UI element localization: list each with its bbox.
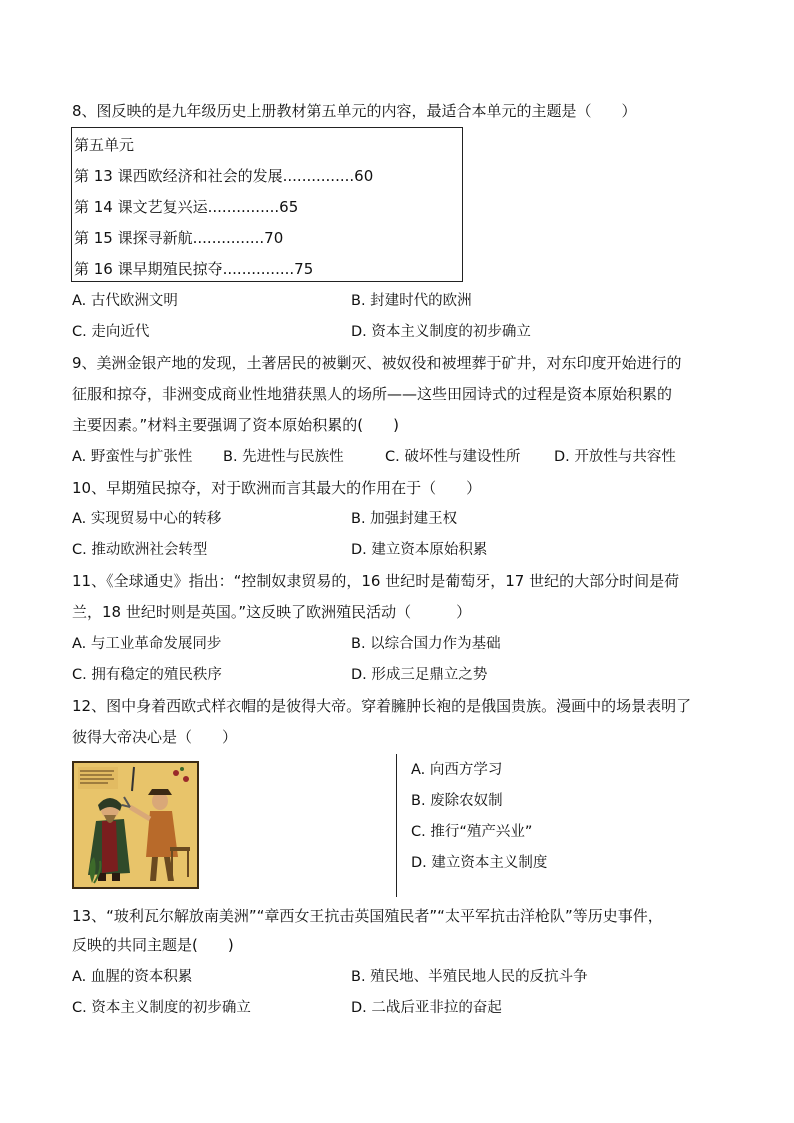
q13-stem-line-1: 13、“玻利瓦尔解放南美洲”“章西女王抗击英国殖民者”“太平军抗击洋枪队”等历史事件，	[72, 907, 663, 925]
q9-option-c: C. 破坏性与建设性所	[385, 449, 521, 465]
q8-stem: 8、图反映的是九年级历史上册教材第五单元的内容，最适合本单元的主题是（ ）	[72, 102, 637, 120]
q12-option-a: A. 向西方学习	[411, 762, 503, 778]
q8-option-a: A. 古代欧洲文明	[72, 293, 178, 309]
vertical-divider	[396, 754, 397, 897]
q13-option-b: B. 殖民地、半殖民地人民的反抗斗争	[351, 969, 588, 985]
q8-option-b: B. 封建时代的欧洲	[351, 293, 472, 309]
q10-option-a: A. 实现贸易中心的转移	[72, 511, 222, 527]
q13-option-a: A. 血腥的资本积累	[72, 969, 193, 985]
q10-option-c: C. 推动欧洲社会转型	[72, 542, 208, 558]
q12-option-c: C. 推行“殖产兴业”	[411, 824, 533, 840]
toc-lesson-14: 第 14 课文艺复兴运...............65	[74, 198, 299, 216]
q10-stem: 10、早期殖民掠夺，对于欧洲而言其最大的作用在于（ ）	[72, 479, 482, 497]
q11-stem-line-2: 兰，18 世纪时则是英国。”这反映了欧洲殖民活动（ ）	[72, 603, 472, 621]
q9-stem-line-3: 主要因素。”材料主要强调了资本原始积累的( )	[72, 416, 399, 434]
toc-lesson-16: 第 16 课早期殖民掠夺...............75	[74, 260, 314, 278]
q13-stem-line-2: 反映的共同主题是( )	[72, 936, 234, 954]
q9-option-b: B. 先进性与民族性	[223, 449, 344, 465]
toc-unit-title: 第五单元	[74, 136, 135, 154]
q9-stem-line-2: 征服和掠夺，非洲变成商业性地猎获黑人的场所——这些田园诗式的过程是资本原始积累的	[72, 385, 673, 403]
q9-option-d: D. 开放性与共容性	[554, 449, 676, 465]
q13-option-c: C. 资本主义制度的初步确立	[72, 1000, 251, 1016]
q11-option-b: B. 以综合国力作为基础	[351, 636, 501, 652]
q8-option-d: D. 资本主义制度的初步确立	[351, 324, 531, 340]
q10-option-d: D. 建立资本原始积累	[351, 542, 488, 558]
q8-option-c: C. 走向近代	[72, 324, 150, 340]
q9-stem-line-1: 9、美洲金银产地的发现，土著居民的被剿灭、被奴役和被埋葬于矿井，对东印度开始进行的	[72, 354, 682, 372]
q8-toc-box	[71, 127, 463, 282]
q13-option-d: D. 二战后亚非拉的奋起	[351, 1000, 502, 1016]
q12-stem-line-1: 12、图中身着西欧式样衣帽的是彼得大帝。穿着臃肿长袍的是俄国贵族。漫画中的场景表明了	[72, 697, 692, 715]
q9-option-a: A. 野蛮性与扩张性	[72, 449, 193, 465]
q12-option-d: D. 建立资本主义制度	[411, 855, 548, 871]
q11-option-a: A. 与工业革命发展同步	[72, 636, 222, 652]
q11-option-d: D. 形成三足鼎立之势	[351, 667, 488, 683]
peter-the-great-cartoon-image	[72, 761, 199, 889]
toc-lesson-13: 第 13 课西欧经济和社会的发展...............60	[74, 167, 374, 185]
q11-option-c: C. 拥有稳定的殖民秩序	[72, 667, 222, 683]
q10-option-b: B. 加强封建王权	[351, 511, 458, 527]
q11-stem-line-1: 11、《全球通史》指出：“控制奴隶贸易的，16 世纪时是葡萄牙，17 世纪的大部分时间是荷	[72, 572, 680, 590]
q12-option-b: B. 废除农奴制	[411, 793, 503, 809]
q12-stem-line-2: 彼得大帝决心是（ ）	[72, 728, 238, 746]
toc-lesson-15: 第 15 课探寻新航...............70	[74, 229, 284, 247]
